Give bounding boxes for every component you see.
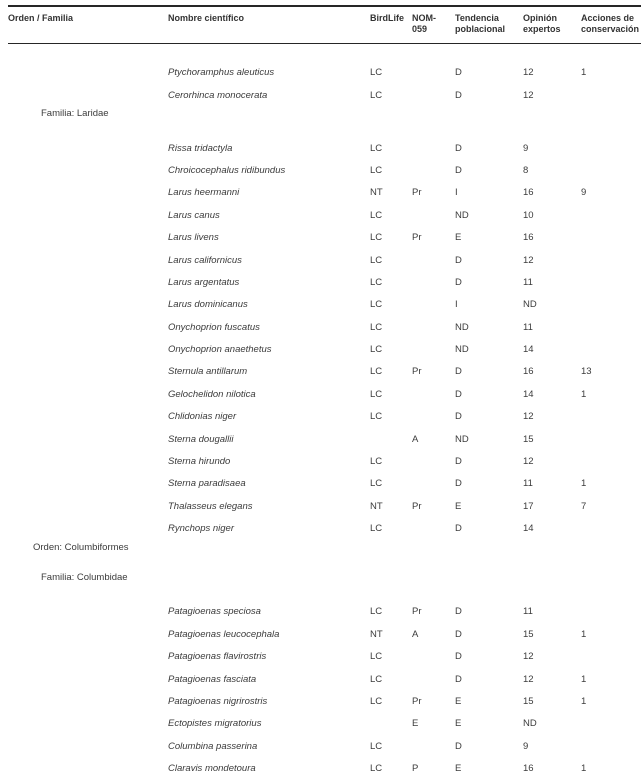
expert-opinion-value: ND — [523, 718, 537, 730]
species-name: Rynchops niger — [168, 523, 235, 535]
birdlife-status: LC — [370, 606, 383, 618]
species-name: Patagioenas flavirostris — [168, 651, 267, 663]
column-header-tendencia-poblacional: Tendencia poblacional — [455, 13, 506, 34]
order-family-cell: Familia: Columbidae — [41, 571, 128, 583]
species-name: Sterna hirundo — [168, 456, 231, 468]
population-trend: D — [455, 142, 462, 154]
conservation-actions-value: 1 — [581, 388, 587, 400]
population-trend: D — [455, 478, 462, 490]
species-name: Patagioenas nigrirostris — [168, 695, 268, 707]
expert-opinion-value: 9 — [523, 142, 529, 154]
species-name: Patagioenas fasciata — [168, 673, 257, 685]
species-name: Larus livens — [168, 232, 219, 244]
table-row — [8, 423, 641, 445]
population-trend: D — [455, 628, 462, 640]
table-row — [8, 618, 641, 640]
population-trend: D — [455, 411, 462, 423]
expert-opinion-value: 15 — [523, 628, 534, 640]
species-name: Claravis mondetoura — [168, 763, 256, 774]
population-trend: I — [455, 187, 458, 199]
table-row — [8, 663, 641, 685]
table-row — [8, 378, 641, 400]
expert-opinion-value: 17 — [523, 500, 534, 512]
conservation-actions-value: 1 — [581, 763, 587, 774]
population-trend: I — [455, 299, 458, 311]
species-name: Larus dominicanus — [168, 299, 248, 311]
expert-opinion-value: 12 — [523, 67, 534, 79]
column-header-acciones-conservacion: Acciones de conservación — [581, 13, 640, 34]
species-name: Ptychoramphus aleuticus — [168, 67, 275, 79]
birdlife-status: LC — [370, 89, 383, 101]
table-row — [8, 177, 641, 199]
birdlife-status: LC — [370, 411, 383, 423]
table-row — [8, 596, 641, 618]
species-name: Larus heermanni — [168, 187, 240, 199]
table-row — [8, 267, 641, 289]
birdlife-status: LC — [370, 276, 383, 288]
expert-opinion-value: 11 — [523, 321, 533, 333]
expert-opinion-value: 16 — [523, 232, 534, 244]
species-name: Larus canus — [168, 209, 220, 221]
table-row — [8, 708, 641, 730]
column-header-nombre-cientifico: Nombre científico — [168, 13, 245, 23]
expert-opinion-value: 16 — [523, 366, 534, 378]
expert-opinion-value: 9 — [523, 740, 529, 752]
table-row — [8, 730, 641, 752]
table-row — [8, 753, 641, 774]
birdlife-status: LC — [370, 366, 383, 378]
table-row — [8, 311, 641, 333]
birdlife-status: LC — [370, 478, 383, 490]
expert-opinion-value: 11 — [523, 478, 533, 490]
table-body — [8, 44, 641, 774]
expert-opinion-value: 16 — [523, 187, 534, 199]
species-name: Patagioenas leucocephala — [168, 628, 280, 640]
conservation-actions-value: 1 — [581, 695, 587, 707]
population-trend: D — [455, 606, 462, 618]
nom059-status: Pr — [412, 606, 422, 618]
population-trend: E — [455, 500, 462, 512]
table-row — [8, 132, 641, 154]
conservation-actions-value: 1 — [581, 673, 587, 685]
population-trend: ND — [455, 209, 469, 221]
conservation-actions-value: 13 — [581, 366, 592, 378]
species-name: Patagioenas speciosa — [168, 606, 261, 618]
population-trend: D — [455, 651, 462, 663]
nom059-status: Pr — [412, 366, 422, 378]
expert-opinion-value: 12 — [523, 411, 534, 423]
expert-opinion-value: 14 — [523, 344, 534, 356]
birdlife-status: LC — [370, 456, 383, 468]
table-row — [8, 356, 641, 378]
conservation-actions-value: 7 — [581, 500, 587, 512]
nom059-status: Pr — [412, 500, 422, 512]
birdlife-status: NT — [370, 187, 383, 199]
table-row — [8, 401, 641, 423]
conservation-actions-value: 1 — [581, 628, 587, 640]
species-name: Chroicocephalus ridibundus — [168, 164, 286, 176]
table-row — [8, 244, 641, 266]
population-trend: D — [455, 673, 462, 685]
birdlife-status: LC — [370, 321, 383, 333]
table-row — [8, 686, 641, 708]
species-name: Ectopistes migratorius — [168, 718, 262, 730]
birdlife-status: LC — [370, 209, 383, 221]
nom059-status: P — [412, 763, 419, 774]
expert-opinion-value: 10 — [523, 209, 534, 221]
species-name: Sternula antillarum — [168, 366, 248, 378]
population-trend: E — [455, 232, 462, 244]
species-name: Rissa tridactyla — [168, 142, 233, 154]
expert-opinion-value: 15 — [523, 695, 534, 707]
population-trend: D — [455, 254, 462, 266]
population-trend: D — [455, 456, 462, 468]
population-trend: ND — [455, 321, 469, 333]
table-row — [8, 289, 641, 311]
nom059-status: A — [412, 433, 419, 445]
species-name: Larus argentatus — [168, 276, 240, 288]
birdlife-status: NT — [370, 628, 383, 640]
table-row — [8, 155, 641, 177]
birdlife-status: LC — [370, 232, 383, 244]
table-row — [8, 446, 641, 468]
expert-opinion-value: 11 — [523, 276, 533, 288]
column-header-opinion-expertos: Opinión expertos — [523, 13, 561, 34]
population-trend: D — [455, 67, 462, 79]
nom059-status: A — [412, 628, 419, 640]
expert-opinion-value: 15 — [523, 433, 534, 445]
species-name: Thalasseus elegans — [168, 500, 253, 512]
expert-opinion-value: 14 — [523, 388, 534, 400]
species-name: Onychoprion anaethetus — [168, 344, 272, 356]
birdlife-status: NT — [370, 500, 383, 512]
table-row — [8, 57, 641, 79]
population-trend: E — [455, 695, 462, 707]
population-trend: D — [455, 740, 462, 752]
expert-opinion-value: 12 — [523, 673, 534, 685]
birdlife-status: LC — [370, 740, 383, 752]
population-trend: E — [455, 718, 462, 730]
column-header-orden-familia: Orden / Familia — [8, 13, 74, 23]
population-trend: D — [455, 366, 462, 378]
population-trend: ND — [455, 344, 469, 356]
table-row — [8, 334, 641, 356]
table-row — [8, 490, 641, 512]
species-name: Larus californicus — [168, 254, 242, 266]
population-trend: ND — [455, 433, 469, 445]
table-header-row — [8, 5, 641, 44]
expert-opinion-value: 12 — [523, 89, 534, 101]
species-name: Onychoprion fuscatus — [168, 321, 260, 333]
expert-opinion-value: 16 — [523, 763, 534, 774]
birdlife-status: LC — [370, 651, 383, 663]
table-row — [8, 199, 641, 221]
birdlife-status: LC — [370, 164, 383, 176]
expert-opinion-value: 12 — [523, 456, 534, 468]
species-name: Sterna paradisaea — [168, 478, 246, 490]
birdlife-status: LC — [370, 695, 383, 707]
order-family-cell: Orden: Columbiformes — [33, 541, 129, 553]
population-trend: D — [455, 276, 462, 288]
table-row — [8, 468, 641, 490]
column-header-birdlife: BirdLife — [370, 13, 405, 23]
expert-opinion-value: 8 — [523, 164, 529, 176]
nom059-status: Pr — [412, 232, 422, 244]
conservation-actions-value: 9 — [581, 187, 587, 199]
family-section-row — [8, 562, 641, 584]
birdlife-status: LC — [370, 388, 383, 400]
nom059-status: E — [412, 718, 419, 730]
nom059-status: Pr — [412, 695, 422, 707]
expert-opinion-value: 14 — [523, 523, 534, 535]
population-trend: E — [455, 763, 462, 774]
species-name: Sterna dougallii — [168, 433, 234, 445]
birdlife-status: LC — [370, 763, 383, 774]
nom059-status: Pr — [412, 187, 422, 199]
population-trend: D — [455, 89, 462, 101]
population-trend: D — [455, 164, 462, 176]
species-name: Columbina passerina — [168, 740, 258, 752]
birdlife-status: LC — [370, 67, 383, 79]
species-name: Cerorhinca monocerata — [168, 89, 268, 101]
birdlife-status: LC — [370, 673, 383, 685]
table-row — [8, 641, 641, 663]
birdlife-status: LC — [370, 299, 383, 311]
birdlife-status: LC — [370, 344, 383, 356]
expert-opinion-value: 11 — [523, 606, 533, 618]
population-trend: D — [455, 523, 462, 535]
birdlife-status: LC — [370, 254, 383, 266]
population-trend: D — [455, 388, 462, 400]
expert-opinion-value: ND — [523, 299, 537, 311]
species-name: Gelochelidon nilotica — [168, 388, 256, 400]
table-row — [8, 222, 641, 244]
birdlife-status: LC — [370, 142, 383, 154]
species-name: Chlidonias niger — [168, 411, 237, 423]
order-family-cell: Familia: Laridae — [41, 108, 109, 120]
expert-opinion-value: 12 — [523, 254, 534, 266]
conservation-actions-value: 1 — [581, 67, 587, 79]
column-header-nom059: NOM-059 — [412, 13, 436, 34]
conservation-actions-value: 1 — [581, 478, 587, 490]
birdlife-status: LC — [370, 523, 383, 535]
expert-opinion-value: 12 — [523, 651, 534, 663]
